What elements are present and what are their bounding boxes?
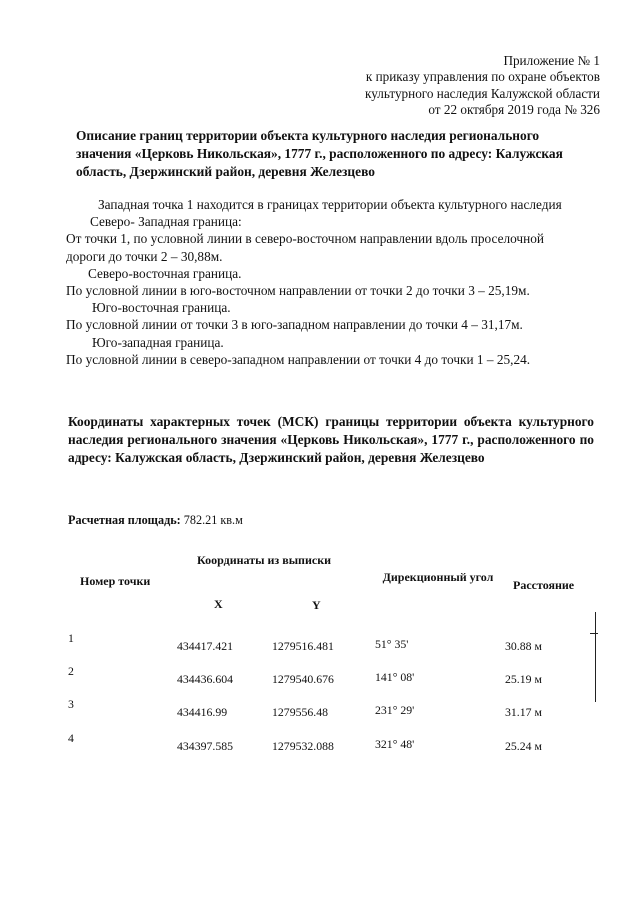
desc-heading-northwest: Северо- Западная граница: <box>90 214 242 230</box>
row-3-distance: 31.17 м <box>505 705 542 719</box>
row-3-point: 3 <box>68 697 74 711</box>
desc-heading-southeast: Юго-восточная граница. <box>92 300 231 316</box>
row-1-point: 1 <box>68 631 74 645</box>
row-2-y: 1279540.676 <box>272 672 334 686</box>
row-1-distance: 30.88 м <box>505 639 542 653</box>
desc-line-northeast: По условной линии в юго-восточном направлении от точки 2 до точки 3 – 25,19м. <box>66 283 530 299</box>
header-coordinates: Координаты из выписки <box>197 553 332 567</box>
annex-number: Приложение № 1 <box>503 53 600 68</box>
annex-line-3: культурного наследия Калужской области <box>365 85 600 101</box>
row-4-x: 434397.585 <box>177 739 234 753</box>
boundary-description-title: Описание границ территории объекта культурного наследия регионального значения «Церковь Никольская», 1777 г., расположенного по адресу: Калужская область, Дзержинский район, деревня Железцево <box>76 128 563 179</box>
scan-edge-tick <box>590 633 598 634</box>
header-distance: Расстояние <box>513 578 575 592</box>
row-2-x: 434436.604 <box>177 672 234 686</box>
row-2-angle: 141° 08' <box>375 670 415 684</box>
desc-line-west-point: Западная точка 1 находится в границах территории объекта культурного наследия <box>98 197 562 212</box>
row-3-y: 1279556.48 <box>272 705 329 719</box>
row-3-angle: 231° 29' <box>375 703 415 717</box>
header-x: X <box>214 597 223 611</box>
header-direction-angle: Дирекционный угол <box>382 570 494 584</box>
row-2-point: 2 <box>68 664 74 678</box>
row-1-angle: 51° 35' <box>375 637 409 651</box>
row-2-distance: 25.19 м <box>505 672 542 686</box>
row-4-distance: 25.24 м <box>505 739 542 753</box>
boundary-description <box>66 196 606 368</box>
desc-heading-southwest: Юго-западная граница. <box>92 334 224 350</box>
header-y: Y <box>312 598 321 612</box>
row-4-angle: 321° 48' <box>375 737 415 751</box>
row-4-y: 1279532.088 <box>272 739 334 753</box>
row-3-x: 434416.99 <box>177 705 228 719</box>
scan-edge-line <box>595 612 596 702</box>
annex-line-2: к приказу управления по охране объектов <box>365 69 600 85</box>
desc-line-southwest: По условной линии в северо-западном направлении от точки 4 до точки 1 – 25,24. <box>66 351 531 367</box>
header-point-number: Номер точки <box>80 574 151 588</box>
annex-header <box>365 53 600 118</box>
row-4-point: 4 <box>68 731 74 745</box>
calculated-area <box>68 513 243 528</box>
coordinates-title: Координаты характерных точек (МСК) границы территории объекта культурного наследия регионального значения «Церковь Никольская», 1777 г., расположенного по адресу: Калужская область, Дзержинский район, деревня Железцево <box>68 414 594 465</box>
row-1-x: 434417.421 <box>177 639 234 653</box>
annex-date: от 22 октября 2019 года № 326 <box>428 101 600 117</box>
area-value: 782.21 кв.м <box>183 513 243 527</box>
desc-line-northwest: От точки 1, по условной линии в северо-восточном направлении вдоль проселочной дороги до точки 2 – 30,88м. <box>66 231 544 264</box>
desc-line-southeast: По условной линии от точки 3 в юго-западном направлении до точки 4 – 31,17м. <box>66 317 523 333</box>
area-label: Расчетная площадь: <box>68 513 181 527</box>
desc-heading-northeast: Северо-восточная граница. <box>88 265 242 281</box>
row-1-y: 1279516.481 <box>272 639 334 653</box>
